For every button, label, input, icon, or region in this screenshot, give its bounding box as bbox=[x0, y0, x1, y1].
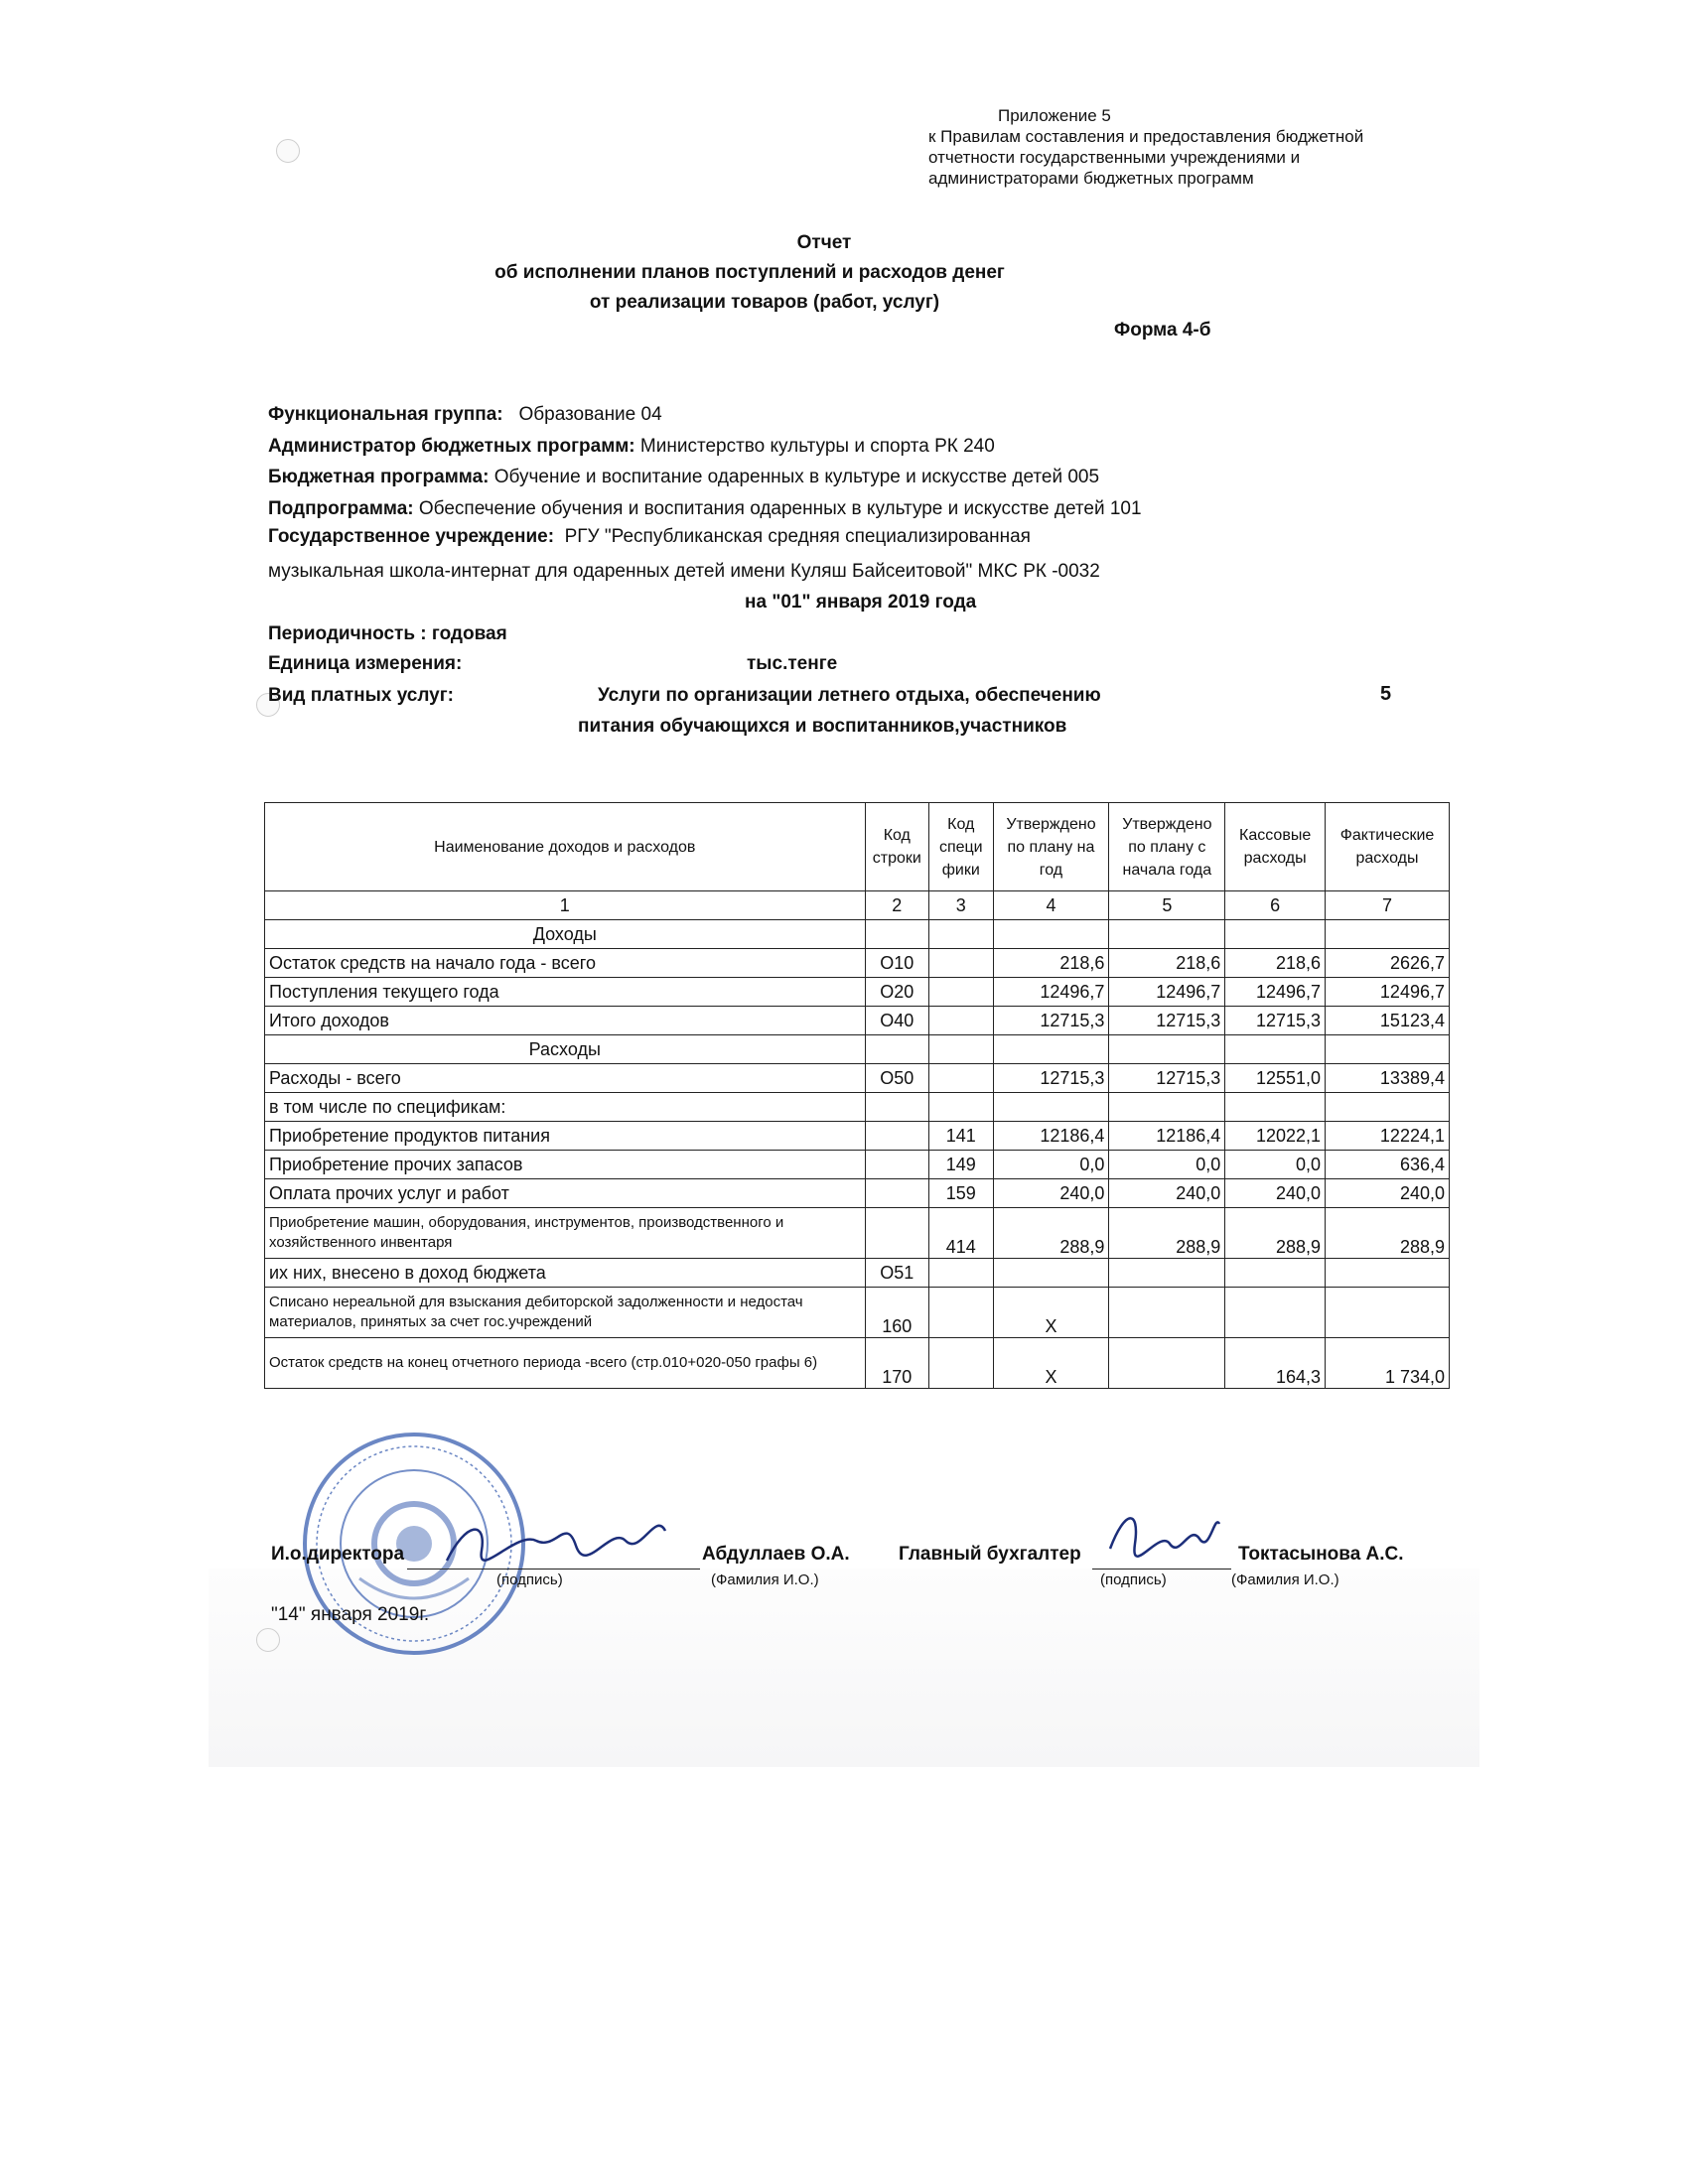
table-row bbox=[265, 1259, 1450, 1288]
table-row bbox=[265, 949, 1450, 978]
value-cell: 12715,3 bbox=[1109, 1064, 1225, 1093]
table-row bbox=[265, 1064, 1450, 1093]
func-group-label: Функциональная группа: bbox=[268, 404, 503, 425]
value-cell bbox=[929, 1259, 993, 1288]
value-cell: 636,4 bbox=[1326, 1151, 1450, 1179]
value-cell: 12186,4 bbox=[1109, 1122, 1225, 1151]
value-cell: О40 bbox=[865, 1007, 928, 1035]
subprogram-label: Подпрограмма: bbox=[268, 498, 414, 519]
value-cell: О10 bbox=[865, 949, 928, 978]
table-row bbox=[265, 1122, 1450, 1151]
table-row bbox=[265, 1208, 1450, 1259]
index-row bbox=[265, 891, 1450, 920]
value-cell bbox=[865, 1122, 928, 1151]
row-label-cell: Итого доходов bbox=[265, 1007, 866, 1035]
header-cell: Утверждено по плану на год bbox=[993, 803, 1109, 891]
value-cell bbox=[865, 1093, 928, 1122]
value-cell: 218,6 bbox=[1225, 949, 1326, 978]
value-cell bbox=[1109, 1259, 1225, 1288]
value-cell: 149 bbox=[929, 1151, 993, 1179]
header-cell: Код специ фики bbox=[929, 803, 993, 891]
report-table bbox=[264, 802, 1450, 1389]
row-label-cell: их них, внесено в доход бюджета bbox=[265, 1259, 866, 1288]
value-cell: 288,9 bbox=[1225, 1208, 1326, 1259]
service-code: 5 bbox=[1380, 683, 1392, 705]
table-row bbox=[265, 1093, 1450, 1122]
accountant-name: Токтасынова А.С. bbox=[1238, 1544, 1404, 1565]
director-sign-caption: (подпись) bbox=[496, 1571, 563, 1588]
value-cell bbox=[1225, 1259, 1326, 1288]
value-cell bbox=[929, 949, 993, 978]
value-cell: 12022,1 bbox=[1225, 1122, 1326, 1151]
section-income-label: Доходы bbox=[265, 920, 866, 949]
value-cell: 12496,7 bbox=[993, 978, 1109, 1007]
punch-hole-bottom bbox=[256, 1628, 280, 1652]
table-row bbox=[265, 1288, 1450, 1338]
value-cell: 13389,4 bbox=[1326, 1064, 1450, 1093]
value-cell: 0,0 bbox=[1109, 1151, 1225, 1179]
value-cell bbox=[929, 978, 993, 1007]
accountant-signature bbox=[1100, 1504, 1229, 1564]
punch-hole-top bbox=[276, 139, 300, 163]
accountant-sign-caption: (подпись) bbox=[1100, 1571, 1167, 1588]
row-label-cell: Списано нереальной для взыскания дебиторской задолженности и недостач материалов, принятых за счет гос.учреждений bbox=[265, 1288, 866, 1338]
value-cell: О50 bbox=[865, 1064, 928, 1093]
subprogram-line bbox=[268, 498, 1142, 520]
value-cell: 12715,3 bbox=[1109, 1007, 1225, 1035]
value-cell bbox=[1109, 1093, 1225, 1122]
value-cell: 240,0 bbox=[1225, 1179, 1326, 1208]
accountant-label: Главный бухгалтер bbox=[899, 1544, 1081, 1565]
value-cell: 12715,3 bbox=[993, 1064, 1109, 1093]
institution-label: Государственное учреждение: bbox=[268, 526, 555, 547]
header-cell: Кассовые расходы bbox=[1225, 803, 1326, 891]
program-label: Бюджетная программа: bbox=[268, 467, 490, 487]
accountant-sign-line bbox=[1092, 1569, 1231, 1570]
value-cell bbox=[1326, 1093, 1450, 1122]
report-date: на "01" января 2019 года bbox=[745, 592, 977, 613]
header-cell: Наименование доходов и расходов bbox=[265, 803, 866, 891]
row-label-cell: Оплата прочих услуг и работ bbox=[265, 1179, 866, 1208]
value-cell: 288,9 bbox=[1109, 1208, 1225, 1259]
annex-line-2: к Правилам составления и предоставления бюджетной bbox=[928, 127, 1364, 146]
value-cell: 218,6 bbox=[1109, 949, 1225, 978]
row-label-cell: Расходы - всего bbox=[265, 1064, 866, 1093]
value-cell: 12715,3 bbox=[1225, 1007, 1326, 1035]
service-label: Вид платных услуг: bbox=[268, 685, 454, 706]
table-row bbox=[265, 1179, 1450, 1208]
value-cell: 164,3 bbox=[1225, 1338, 1326, 1389]
unit-value: тыс.тенге bbox=[747, 653, 838, 674]
row-label-cell: Приобретение машин, оборудования, инструментов, производственного и хозяйственного инвентаря bbox=[265, 1208, 866, 1259]
func-group-line bbox=[268, 404, 662, 426]
title-line-1: Отчет bbox=[796, 232, 852, 253]
value-cell bbox=[1109, 1288, 1225, 1338]
program-line bbox=[268, 467, 1099, 488]
value-cell bbox=[1225, 1093, 1326, 1122]
value-cell bbox=[865, 1208, 928, 1259]
header-cell: Фактические расходы bbox=[1326, 803, 1450, 891]
section-expense-label: Расходы bbox=[265, 1035, 866, 1064]
value-cell: 12186,4 bbox=[993, 1122, 1109, 1151]
table-row bbox=[265, 978, 1450, 1007]
annex-line-3: отчетности государственными учреждениями и bbox=[928, 148, 1301, 167]
director-signature bbox=[427, 1511, 695, 1570]
admin-value: Министерство культуры и спорта РК 240 bbox=[639, 436, 995, 457]
section-row-income bbox=[265, 920, 1450, 949]
table-row bbox=[265, 1151, 1450, 1179]
index-cell: 4 bbox=[993, 891, 1109, 920]
title-line-2: об исполнении планов поступлений и расходов денег bbox=[494, 262, 1005, 283]
value-cell: 240,0 bbox=[1109, 1179, 1225, 1208]
value-cell: 1 734,0 bbox=[1326, 1338, 1450, 1389]
value-cell: Х bbox=[993, 1338, 1109, 1389]
annex-note bbox=[928, 105, 1363, 189]
periodicity: Периодичность : годовая bbox=[268, 623, 507, 644]
director-name-caption: (Фамилия И.О.) bbox=[711, 1571, 819, 1588]
header-cell: Утверждено по плану с начала года bbox=[1109, 803, 1225, 891]
value-cell: 141 bbox=[929, 1122, 993, 1151]
value-cell bbox=[993, 1093, 1109, 1122]
unit-label: Единица измерения: bbox=[268, 653, 463, 674]
director-label: И.о.директора bbox=[271, 1544, 405, 1565]
value-cell bbox=[929, 1338, 993, 1389]
admin-line bbox=[268, 436, 995, 458]
value-cell bbox=[1225, 1288, 1326, 1338]
value-cell bbox=[1326, 1288, 1450, 1338]
admin-label: Администратор бюджетных программ: bbox=[268, 436, 635, 457]
value-cell: 288,9 bbox=[1326, 1208, 1450, 1259]
row-label-cell: Остаток средств на конец отчетного периода -всего (стр.010+020-050 графы 6) bbox=[265, 1338, 866, 1389]
value-cell: 160 bbox=[865, 1288, 928, 1338]
value-cell bbox=[929, 1093, 993, 1122]
form-label: Форма 4-б bbox=[1114, 320, 1211, 341]
value-cell: 0,0 bbox=[1225, 1151, 1326, 1179]
director-sign-line bbox=[407, 1569, 700, 1570]
func-group-value: Образование 04 bbox=[518, 404, 662, 425]
institution-line bbox=[268, 526, 1031, 548]
row-label-cell: Приобретение прочих запасов bbox=[265, 1151, 866, 1179]
subprogram-value: Обеспечение обучения и воспитания одаренных в культуре и искусстве детей 101 bbox=[418, 498, 1142, 519]
value-cell: 12496,7 bbox=[1109, 978, 1225, 1007]
value-cell: 240,0 bbox=[1326, 1179, 1450, 1208]
value-cell: 414 bbox=[929, 1208, 993, 1259]
value-cell bbox=[929, 1007, 993, 1035]
row-label-cell: Остаток средств на начало года - всего bbox=[265, 949, 866, 978]
accountant-name-caption: (Фамилия И.О.) bbox=[1231, 1571, 1339, 1588]
institution-value: РГУ "Республиканская средняя специализированная bbox=[564, 526, 1031, 547]
signing-date: "14" января 2019г. bbox=[271, 1604, 430, 1625]
value-cell: 12715,3 bbox=[993, 1007, 1109, 1035]
value-cell bbox=[865, 1151, 928, 1179]
annex-line-1: Приложение 5 bbox=[998, 106, 1111, 125]
value-cell: Х bbox=[993, 1288, 1109, 1338]
service-value-2: питания обучающихся и воспитанников,участников bbox=[578, 716, 1067, 737]
value-cell: 2626,7 bbox=[1326, 949, 1450, 978]
value-cell: 159 bbox=[929, 1179, 993, 1208]
section-row-expense bbox=[265, 1035, 1450, 1064]
index-cell: 7 bbox=[1326, 891, 1450, 920]
program-value: Обучение и воспитание одаренных в культуре и искусстве детей 005 bbox=[493, 467, 1100, 487]
value-cell bbox=[1326, 1259, 1450, 1288]
header-row bbox=[265, 803, 1450, 891]
row-label-cell: Поступления текущего года bbox=[265, 978, 866, 1007]
index-cell: 5 bbox=[1109, 891, 1225, 920]
value-cell bbox=[865, 1179, 928, 1208]
value-cell: 288,9 bbox=[993, 1208, 1109, 1259]
value-cell: 12496,7 bbox=[1326, 978, 1450, 1007]
value-cell bbox=[929, 1288, 993, 1338]
value-cell: 240,0 bbox=[993, 1179, 1109, 1208]
annex-line-4: администраторами бюджетных программ bbox=[928, 169, 1254, 188]
value-cell: 15123,4 bbox=[1326, 1007, 1450, 1035]
value-cell: 170 bbox=[865, 1338, 928, 1389]
row-label-cell: в том числе по спецификам: bbox=[265, 1093, 866, 1122]
report-title bbox=[494, 228, 1142, 318]
value-cell: 12496,7 bbox=[1225, 978, 1326, 1007]
table-row bbox=[265, 1338, 1450, 1389]
value-cell bbox=[1109, 1338, 1225, 1389]
title-line-3: от реализации товаров (работ, услуг) bbox=[589, 292, 940, 313]
institution-line-2: музыкальная школа-интернат для одаренных детей имени Куляш Байсеитовой" МКС РК -0032 bbox=[268, 561, 1100, 582]
value-cell: О51 bbox=[865, 1259, 928, 1288]
value-cell: О20 bbox=[865, 978, 928, 1007]
director-name: Абдуллаев О.А. bbox=[702, 1544, 850, 1565]
value-cell: 218,6 bbox=[993, 949, 1109, 978]
value-cell bbox=[993, 1259, 1109, 1288]
table-row bbox=[265, 1007, 1450, 1035]
service-value-1: Услуги по организации летнего отдыха, обеспечению bbox=[598, 685, 1101, 706]
value-cell: 12551,0 bbox=[1225, 1064, 1326, 1093]
header-cell: Код строки bbox=[865, 803, 928, 891]
index-cell: 6 bbox=[1225, 891, 1326, 920]
value-cell bbox=[929, 1064, 993, 1093]
index-cell: 3 bbox=[929, 891, 993, 920]
value-cell: 12224,1 bbox=[1326, 1122, 1450, 1151]
row-label-cell: Приобретение продуктов питания bbox=[265, 1122, 866, 1151]
index-cell: 2 bbox=[865, 891, 928, 920]
value-cell: 0,0 bbox=[993, 1151, 1109, 1179]
index-cell: 1 bbox=[265, 891, 866, 920]
